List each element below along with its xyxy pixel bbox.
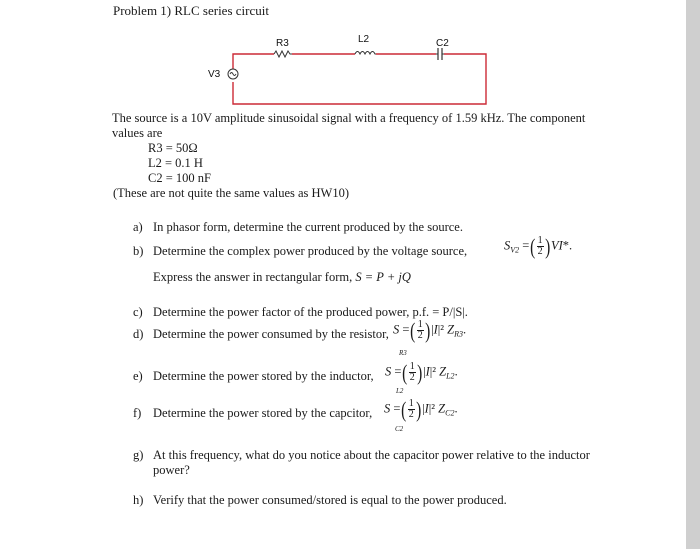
question-a-text: In phasor form, determine the current produced by the source. bbox=[153, 220, 463, 234]
question-g-text: At this frequency, what do you notice about the capacitor power relative to the inductor power? bbox=[153, 448, 590, 477]
question-c-letter: c) bbox=[133, 305, 143, 319]
question-h-text: Verify that the power consumed/stored is equal to the power produced. bbox=[153, 493, 507, 507]
question-e-formula: S =( $\frac{1}{2}$ )|I|² $Z_{L2}$. bbox=[385, 360, 458, 385]
question-b-followup-formula: S = P + jQ bbox=[355, 270, 411, 284]
value-r3: R3 = 50Ω bbox=[148, 141, 198, 155]
rlc-circuit-diagram bbox=[200, 30, 500, 110]
question-e-text: Determine the power stored by the inductor, bbox=[153, 369, 374, 383]
question-b-followup-text: Express the answer in rectangular form, bbox=[153, 270, 353, 284]
question-d-text: Determine the power consumed by the resistor, bbox=[153, 327, 389, 341]
inductor-label: L2 bbox=[358, 34, 370, 45]
capacitor-symbol bbox=[436, 48, 444, 60]
question-b-text: Determine the complex power produced by the voltage source, bbox=[153, 244, 468, 258]
question-g-letter: g) bbox=[133, 448, 144, 462]
inductor-symbol bbox=[355, 52, 376, 55]
problem-title: Problem 1) RLC series circuit bbox=[113, 3, 269, 18]
question-d-sub: R3 bbox=[399, 349, 407, 357]
source-symbol bbox=[228, 69, 238, 79]
value-l2: L2 = 0.1 H bbox=[148, 156, 203, 170]
question-f-letter: f) bbox=[133, 406, 142, 420]
question-a-letter: a) bbox=[133, 220, 143, 234]
question-d-letter: d) bbox=[133, 327, 144, 341]
intro-description: The source is a 10V amplitude sinusoidal signal with a frequency of 1.59 kHz. The component values are bbox=[112, 111, 586, 140]
question-f-formula: S =( $\frac{1}{2}$ )|I|² $Z_{C2}$. bbox=[384, 397, 458, 422]
capacitor-label: C2 bbox=[436, 38, 449, 49]
source-label: V3 bbox=[208, 69, 221, 80]
question-h-letter: h) bbox=[133, 493, 144, 507]
question-e-sub: L2 bbox=[396, 387, 404, 395]
question-f-text: Determine the power stored by the capcitor, bbox=[153, 406, 373, 420]
question-c-text: Determine the power factor of the produced power, p.f. = P/|S|. bbox=[153, 305, 468, 319]
circuit-wire bbox=[233, 54, 274, 74]
question-b-formula: $S_{V2}$ =( $\frac{1}{2}$ )VI*. bbox=[504, 234, 573, 259]
question-b-letter: b) bbox=[133, 244, 144, 258]
page-edge-shadow bbox=[686, 0, 700, 549]
resistor-label: R3 bbox=[276, 38, 289, 49]
question-e-letter: e) bbox=[133, 369, 143, 383]
intro-note: (These are not quite the same values as HW10) bbox=[113, 186, 350, 200]
value-c2: C2 = 100 nF bbox=[148, 171, 211, 185]
question-f-sub: C2 bbox=[395, 425, 404, 433]
question-b-followup bbox=[153, 270, 411, 285]
question-d-formula: S =( $\frac{1}{2}$ )|I|² $Z_{R3}$. bbox=[393, 318, 467, 343]
resistor-symbol bbox=[274, 51, 292, 57]
